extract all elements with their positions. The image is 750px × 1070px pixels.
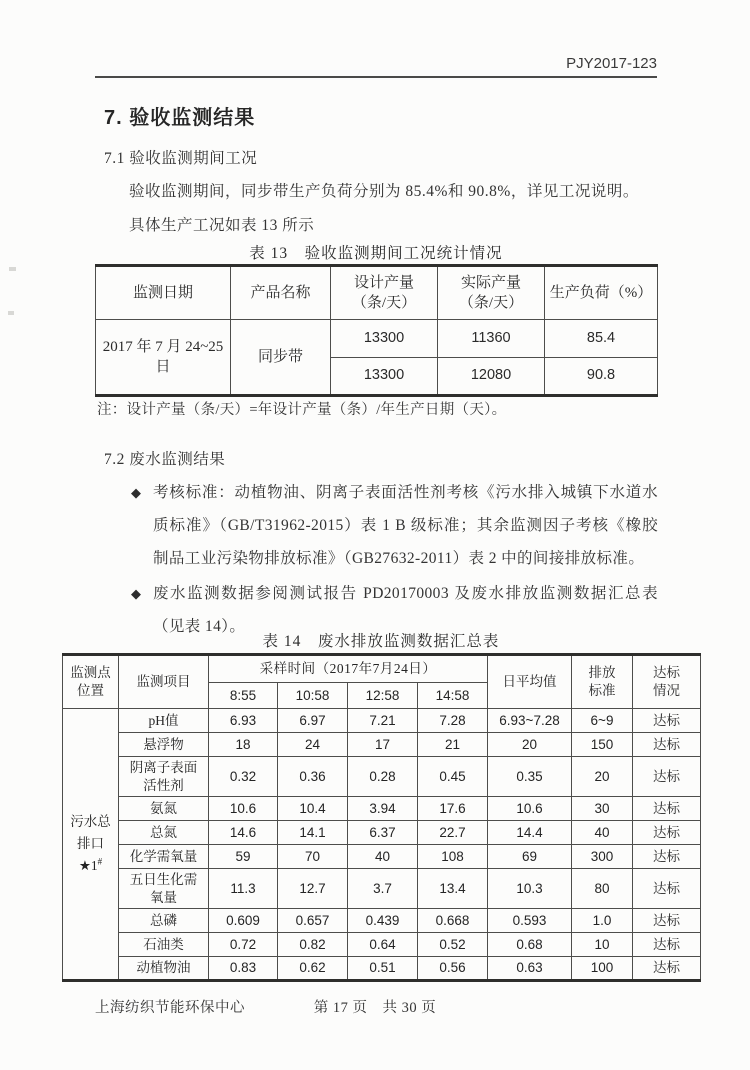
cell-value: 0.72 [209,933,278,957]
cell-compliance: 达标 [633,909,701,933]
column-header-item: 监测项目 [119,655,209,709]
cell-daily-average: 6.93~7.28 [488,709,572,733]
cell-compliance: 达标 [633,757,701,797]
cell-value: 0.64 [348,933,418,957]
column-header-compliance: 达标情况 [633,655,701,709]
cell-value: 17.6 [418,797,488,821]
bullet-text: 考核标准：动植物油、阴离子表面活性剂考核《污水排入城镇下水道水质标准》（GB/T31962-2015）表 1 B 级标准；其余监测因子考核《橡胶制品工业污染物排放标准》（GB27632-2011）表 2 中的间接排放标准。 [153,484,658,567]
column-header-time-1: 8:55 [209,683,278,709]
cell-value: 59 [209,845,278,869]
cell-value: 108 [418,845,488,869]
cell-value: 13.4 [418,869,488,909]
footer-page-number: 第 17 页 共 30 页 [313,1000,437,1016]
table-14 [62,653,701,982]
cell-actual-output: 12080 [438,358,545,396]
column-header-time-4: 14:58 [418,683,488,709]
cell-value: 22.7 [418,821,488,845]
cell-value: 7.28 [418,709,488,733]
cell-compliance: 达标 [633,869,701,909]
cell-daily-average: 0.35 [488,757,572,797]
cell-value: 0.36 [278,757,348,797]
cell-value: 0.32 [209,757,278,797]
cell-daily-average: 10.6 [488,797,572,821]
cell-production-load: 85.4 [545,320,658,358]
cell-value: 0.609 [209,909,278,933]
sampling-point-mark: ★1# [78,856,103,874]
cell-value: 0.45 [418,757,488,797]
column-header-time-2: 10:58 [278,683,348,709]
cell-value: 0.82 [278,933,348,957]
table-14-header-row-1 [63,655,701,683]
cell-standard: 10 [572,933,633,957]
scan-artifact [8,311,14,315]
section-7-1-heading: 7.1 验收监测期间工况 [104,150,258,167]
cell-standard: 100 [572,957,633,981]
cell-item: 五日生化需氧量 [119,869,209,909]
table-row [63,797,701,821]
cell-monitoring-date: 2017 年 7 月 24~25 日 [96,320,231,396]
footer-org: 上海纺织节能环保中心 [95,1000,245,1016]
cell-compliance: 达标 [633,957,701,981]
cell-product-name: 同步带 [231,320,331,396]
cell-value: 12.7 [278,869,348,909]
cell-design-output: 13300 [331,320,438,358]
column-header-load: 生产负荷（%） [545,266,658,320]
cell-standard: 150 [572,733,633,757]
cell-value: 0.51 [348,957,418,981]
cell-compliance: 达标 [633,845,701,869]
cell-compliance: 达标 [633,709,701,733]
table-13-note: 注：设计产量（条/天）=年设计产量（条）/年生产日期（天）。 [97,402,507,418]
cell-value: 14.1 [278,821,348,845]
cell-item: 氨氮 [119,797,209,821]
cell-item: 动植物油 [119,957,209,981]
table-13 [95,264,658,397]
bullet-list [131,476,658,645]
cell-value: 40 [348,845,418,869]
cell-daily-average: 20 [488,733,572,757]
cell-design-output: 13300 [331,358,438,396]
cell-standard: 6~9 [572,709,633,733]
cell-value: 17 [348,733,418,757]
cell-value: 0.439 [348,909,418,933]
cell-standard: 40 [572,821,633,845]
bullet-text: 废水监测数据参阅测试报告 PD20170003 及废水排放监测数据汇总表（见表 14）。 [153,585,658,635]
cell-compliance: 达标 [633,797,701,821]
cell-production-load: 90.8 [545,358,658,396]
cell-item: 阴离子表面活性剂 [119,757,209,797]
cell-value: 0.83 [209,957,278,981]
cell-value: 24 [278,733,348,757]
table-row [63,757,701,797]
cell-daily-average: 10.3 [488,869,572,909]
cell-daily-average: 0.63 [488,957,572,981]
cell-daily-average: 0.68 [488,933,572,957]
cell-standard: 20 [572,757,633,797]
doc-number: PJY2017-123 [95,55,657,78]
cell-value: 14.6 [209,821,278,845]
table-row [63,733,701,757]
table-row [63,821,701,845]
column-header-product: 产品名称 [231,266,331,320]
column-header-date: 监测日期 [96,266,231,320]
table-14-title: 表 14 废水排放监测数据汇总表 [262,633,500,650]
column-header-discharge-standard: 排放标准 [572,655,633,709]
cell-value: 0.56 [418,957,488,981]
table-row [63,709,701,733]
sampling-point-cell: 污水总排口 ★1# [63,709,119,981]
column-header-actual: 实际产量 （条/天） [438,266,545,320]
cell-value: 18 [209,733,278,757]
section-7-2-heading: 7.2 废水监测结果 [104,451,226,468]
cell-compliance: 达标 [633,821,701,845]
cell-value: 3.7 [348,869,418,909]
scan-artifact [9,267,16,271]
column-header-time-3: 12:58 [348,683,418,709]
cell-standard: 300 [572,845,633,869]
paragraph-table13-ref: 具体生产工况如表 13 所示 [129,217,315,234]
table-row [96,320,658,358]
cell-value: 0.657 [278,909,348,933]
cell-item: 石油类 [119,933,209,957]
cell-item: 悬浮物 [119,733,209,757]
cell-item: 化学需氧量 [119,845,209,869]
diamond-bullet-icon: ◆ [131,586,141,601]
cell-compliance: 达标 [633,733,701,757]
column-header-daily-average: 日平均值 [488,655,572,709]
cell-value: 0.52 [418,933,488,957]
cell-value: 11.3 [209,869,278,909]
cell-standard: 80 [572,869,633,909]
paragraph-load-summary: 验收监测期间，同步带生产负荷分别为 85.4%和 90.8%，详见工况说明。 [129,183,639,200]
cell-value: 0.62 [278,957,348,981]
cell-standard: 30 [572,797,633,821]
column-header-design: 设计产量 （条/天） [331,266,438,320]
cell-value: 6.37 [348,821,418,845]
column-header-sampling-time: 采样时间（2017年7月24日） [209,655,488,683]
cell-item: pH值 [119,709,209,733]
table-row [63,933,701,957]
table-13-header-row [96,266,658,320]
cell-actual-output: 11360 [438,320,545,358]
table-row [63,957,701,981]
cell-value: 6.97 [278,709,348,733]
cell-daily-average: 14.4 [488,821,572,845]
table-row [63,869,701,909]
cell-value: 7.21 [348,709,418,733]
table-13-title: 表 13 验收监测期间工况统计情况 [249,245,503,262]
diamond-bullet-icon: ◆ [131,485,141,500]
section-7-heading: 7. 验收监测结果 [104,107,256,129]
cell-value: 6.93 [209,709,278,733]
table-row [63,845,701,869]
cell-value: 3.94 [348,797,418,821]
cell-value: 0.28 [348,757,418,797]
cell-compliance: 达标 [633,933,701,957]
cell-item: 总磷 [119,909,209,933]
cell-daily-average: 0.593 [488,909,572,933]
cell-value: 10.4 [278,797,348,821]
column-header-location: 监测点位置 [63,655,119,709]
cell-daily-average: 69 [488,845,572,869]
cell-value: 70 [278,845,348,869]
cell-standard: 1.0 [572,909,633,933]
cell-value: 10.6 [209,797,278,821]
cell-item: 总氮 [119,821,209,845]
table-row [63,909,701,933]
cell-value: 0.668 [418,909,488,933]
cell-value: 21 [418,733,488,757]
bullet-item [131,476,658,575]
